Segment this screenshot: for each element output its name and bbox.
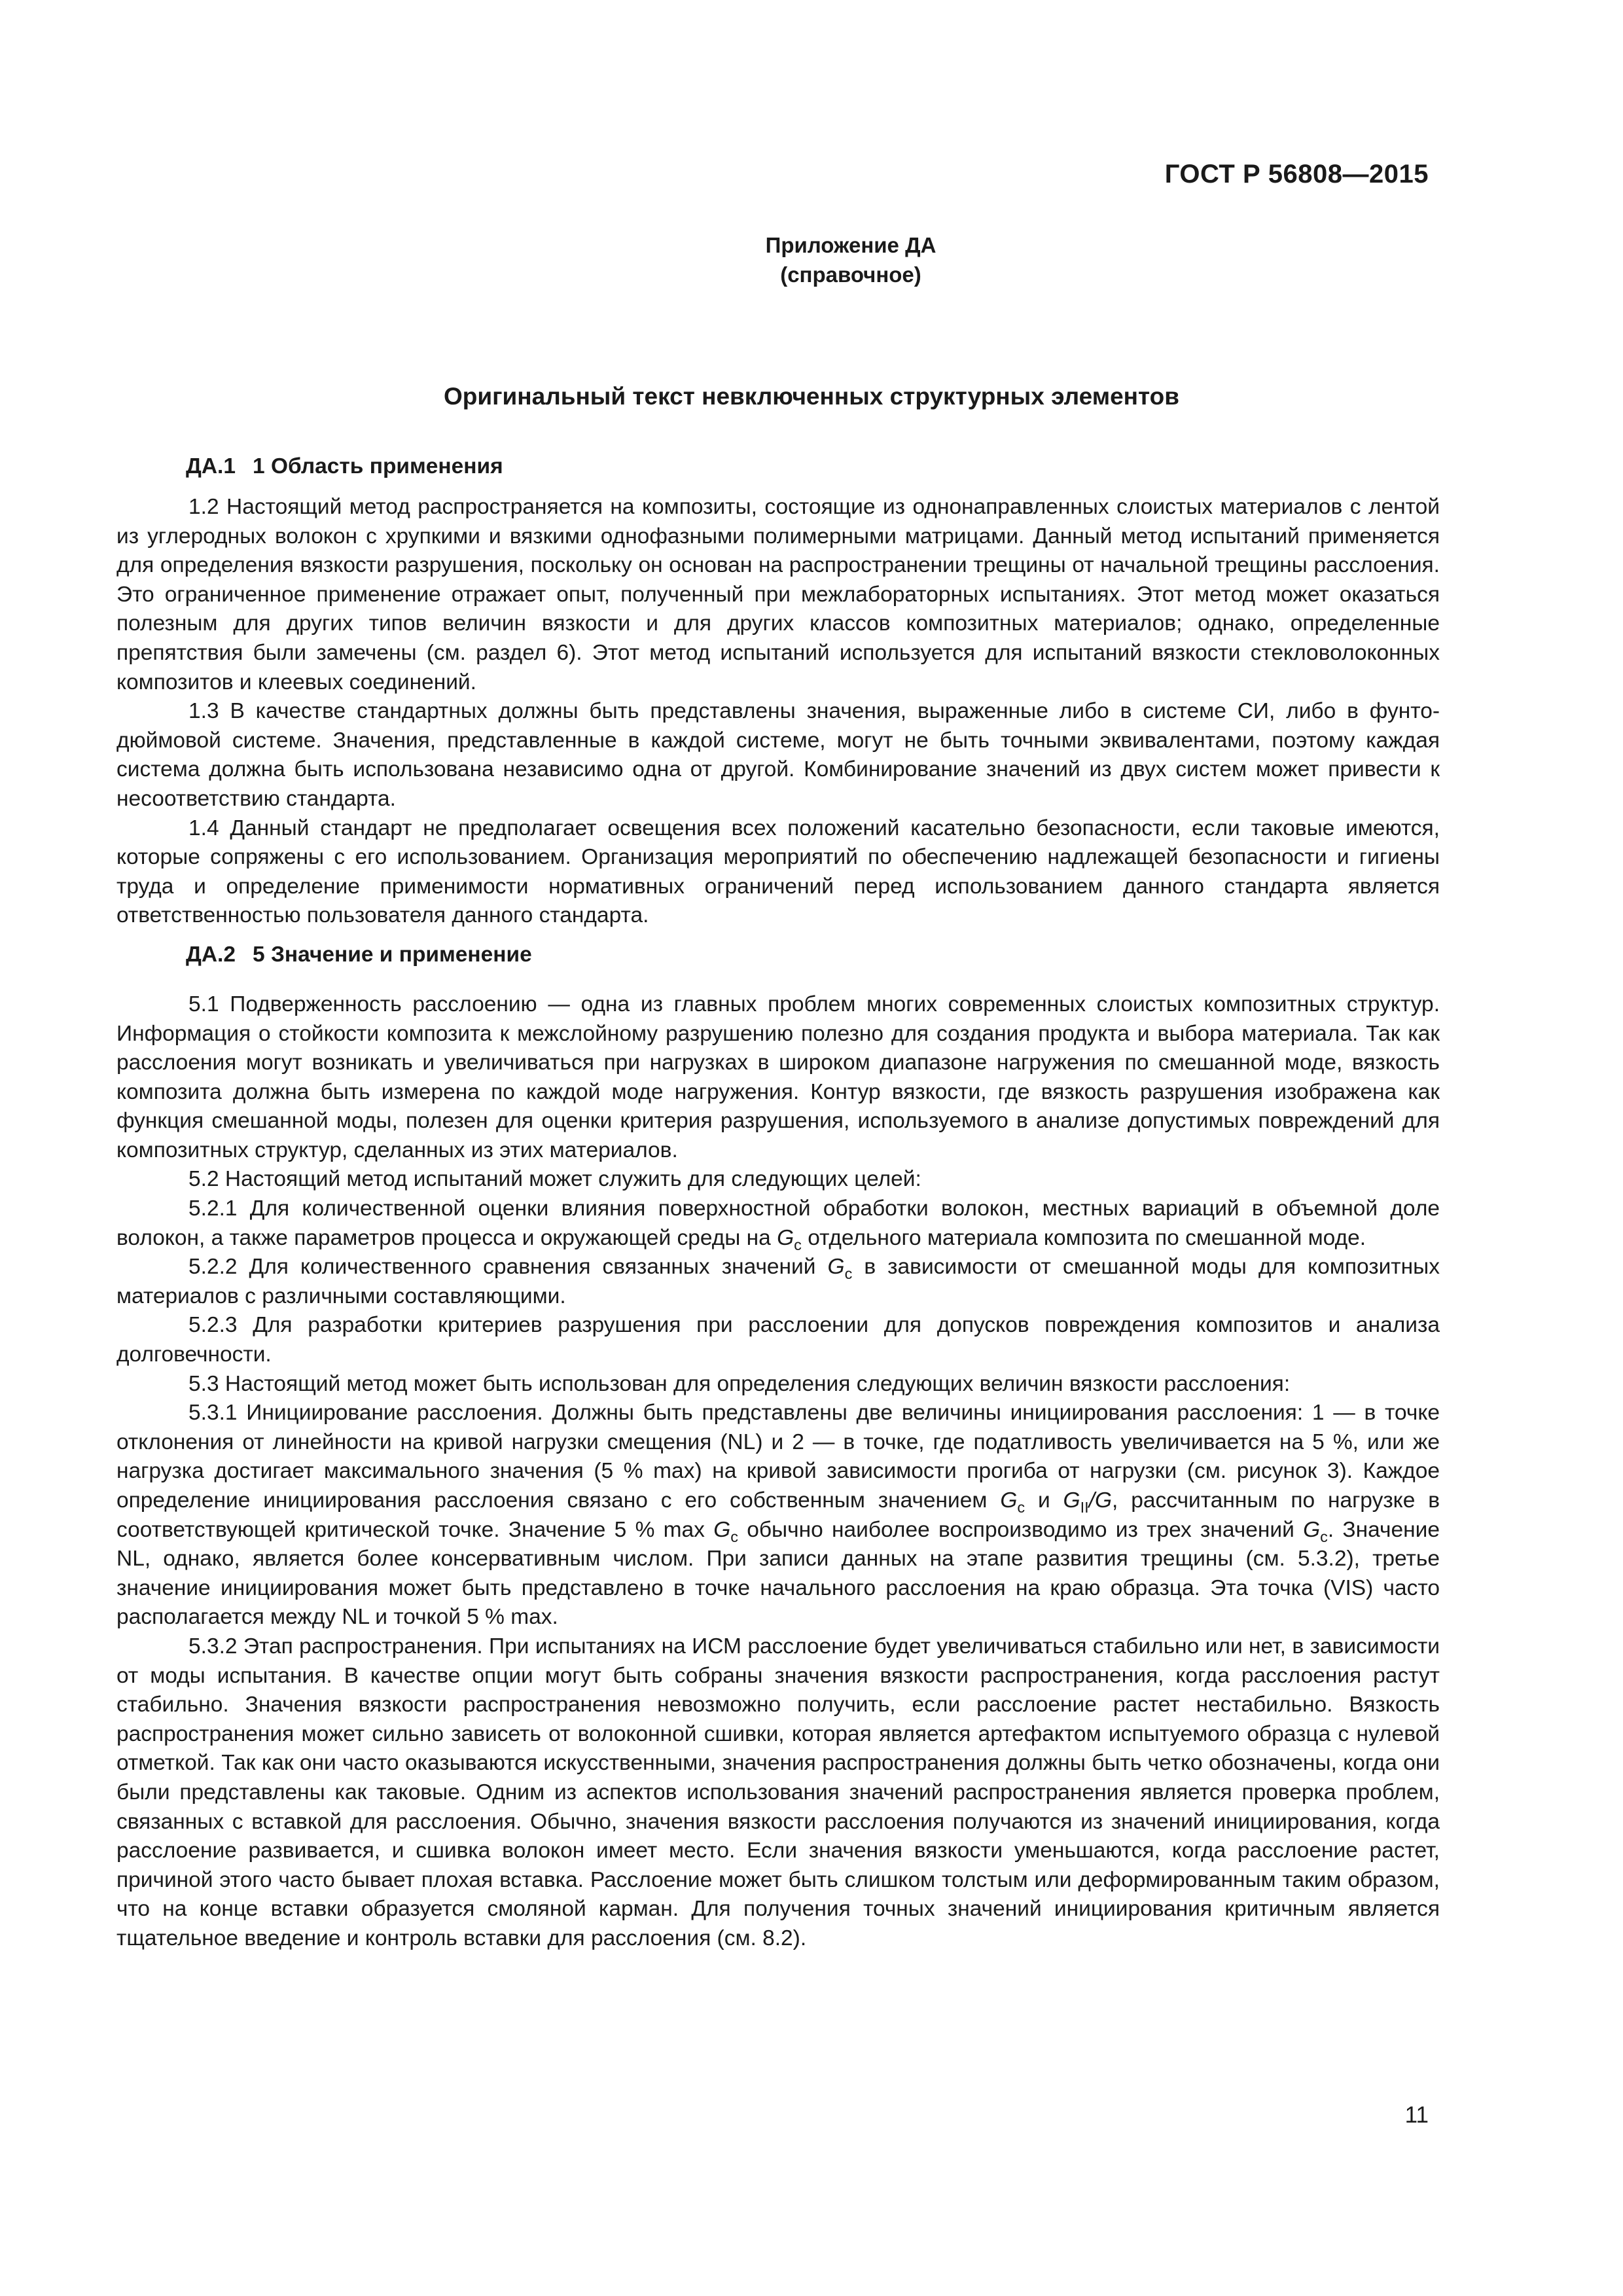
paragraph-1-4: 1.4 Данный стандарт не предполагает освещения всех положений касательно безопасности, если таковые имеются, которые сопряжены с его использованием. Организация мероприятий по обеспечению надлежащей безопасности и гигиены труда и определение применимости нормативных ограничений перед использованием данного стандарта является ответственностью пользователя данного стандарта. [116, 816, 1440, 928]
subscript-ii: II [1080, 1499, 1089, 1516]
section-number: ДА.1 [186, 454, 236, 478]
subscript-c: c [1320, 1528, 1328, 1545]
section-title: 5 Значение и применение [253, 942, 532, 967]
symbol-g: G [777, 1225, 794, 1250]
paragraph-5-3-1: 5.3.1 Инициирование расслоения. Должны быть представлены две величины инициирования расслоения: 1 — в точке отклонения от линейности на кривой нагрузки смещения (NL) и 2 — в точке, где податливость увеличивается на 5 %, или же нагрузка достигает максимального значения (5 % max) на кривой зависимости прогиба от нагрузки (см. рисунок 3). Каждое определение инициирования расслоения связано с его собственным значением $G_c$ и $G_{II}/G$, рассчитанным по нагрузке в соответствующей критической точке. Значение 5 % $\max G_c$ обычно наиболее воспроизводимо из трех значений $G_c$. Значение NL, однако, является более консервативным числом. При записи данных на этапе развития трещины (см. 5.3.2), третье значение инициирования может быть представлено в точке начального расслоения на краю образца. Эта точка (VIS) часто располагается между NL и точкой 5 % max. [116, 1401, 1440, 1630]
appendix-subtitle: (справочное) [780, 262, 921, 287]
subscript-c: c [794, 1236, 802, 1253]
paragraph-1-2: 1.2 Настоящий метод распространяется на композиты, состоящие из однонаправленных слоистых материалов с лентой из углеродных волокон с хрупкими и вязкими однофазными полимерными матрицами. Данный метод испытаний применяется для определения вязкости разрушения, поскольку он основан на распространении трещины от начальной трещины расслоения. Это ограниченное применение отражает опыт, полученный при межлабораторных испытаниях. Этот метод может оказаться полезным для других типов величин вязкости и для других классов композитных материалов; однако, определенные препятствия были замечены (см. раздел 6). Этот метод испытаний используется для испытаний вязкости стекловолоконных композитов и клеевых соединений. [116, 495, 1440, 694]
paragraph-5-2-2: 5.2.2 Для количественного сравнения связанных значений $G_c$ в зависимости от смешанной моды для композитных материалов с различными составляющими. [116, 1255, 1440, 1308]
appendix-title: Приложение ДА [765, 233, 936, 257]
symbol-g: G [713, 1517, 731, 1542]
section-heading-da1 [116, 452, 1440, 481]
main-title: Оригинальный текст невключенных структурных элементов [443, 383, 1180, 410]
section-title: 1 Область применения [253, 454, 503, 478]
paragraph-5-1: 5.1 Подверженность расслоению — одна из главных проблем многих современных слоистых композитных структур. Информация о стойкости композита к межслойному разрушению полезно для создания продукта и выбора материала. Так как расслоения могут возникать и увеличиваться при нагрузках в широком диапазоне нагружения по смешанной моде, вязкость композита должна быть измерена по каждой моде нагружения. Контур вязкости, где вязкость разрушения изображена как функция смешанной моды, полезен для оценки критерия разрушения, используемого в анализе допустимых повреждений для композитных структур, сделанных из этих материалов. [116, 992, 1440, 1162]
paragraph-5-3-2: 5.3.2 Этап распространения. При испытаниях на ИСМ расслоение будет увеличиваться стабильно или нет, в зависимости от моды испытания. В качестве опции могут быть собраны значения вязкости распространения, когда расслоения растут стабильно. Значения вязкости распространения невозможно получить, если расслоение растет нестабильно. Вязкость распространения может сильно зависеть от волоконной сшивки, которая является артефактом испытуемого образца с нулевой отметкой. Так как они часто оказываются искусственными, значения распространения должны быть четко обозначены, когда они были представлены как таковые. Одним из аспектов использования значений распространения является проверка проблем, связанных с вставкой для расслоения. Обычно, значения вязкости расслоения получаются из значений инициирования, когда расслоение развивается, и сшивка волокон имеет место. Если значения вязкости уменьшаются, когда расслоение растет, причиной этого часто бывает плохая вставка. Расслоение может быть слишком толстым или деформированным таким образом, что на конце вставки образуется смоляной карман. Для получения точных значений инициирования критичным является тщательное введение и контроль вставки для расслоения (см. 8.2). [116, 1634, 1440, 1950]
appendix-heading [0, 230, 1623, 289]
paragraph-1-3: 1.3 В качестве стандартных должны быть представлены значения, выраженные либо в системе СИ, либо в фунто-дюймовой системе. Значения, представленные в каждой системе, могут не быть точными эквивалентами, поэтому каждая система должна быть использована независимо одна от другой. Комбинирование значений из двух систем может привести к несоответствию стандарта. [116, 699, 1440, 811]
subscript-c: c [844, 1265, 853, 1283]
page-number: 11 [1404, 2102, 1429, 2128]
subscript-c: c [730, 1528, 738, 1545]
subscript-c: c [1017, 1499, 1026, 1516]
section-number: ДА.2 [186, 942, 236, 967]
document-body [116, 452, 1440, 1954]
symbol-g: G [1303, 1517, 1321, 1542]
paragraph-5-2-3: 5.2.3 Для разработки критериев разрушения при расслоении для допусков повреждения композитов и анализа долговечности. [116, 1313, 1440, 1367]
symbol-g: G [1063, 1488, 1080, 1513]
paragraph-5-2-1: 5.2.1 Для количественной оценки влияния поверхностной обработки волокон, местных вариаций в объемной доле волокон, а также параметров процесса и окружающей среды на $G_c$ отдельного материала композита по смешанной моде. [116, 1196, 1440, 1253]
symbol-g: G [1000, 1488, 1018, 1513]
symbol-g-ratio: /G [1088, 1488, 1113, 1513]
paragraph-5-3: 5.3 Настоящий метод может быть использован для определения следующих величин вязкости расслоения: [188, 1371, 1291, 1396]
section-heading-da2 [116, 940, 1440, 969]
symbol-g: G [827, 1255, 845, 1280]
paragraph-5-2: 5.2 Настоящий метод испытаний может служить для следующих целей: [188, 1167, 921, 1192]
standard-header: ГОСТ Р 56808—2015 [1164, 160, 1429, 188]
